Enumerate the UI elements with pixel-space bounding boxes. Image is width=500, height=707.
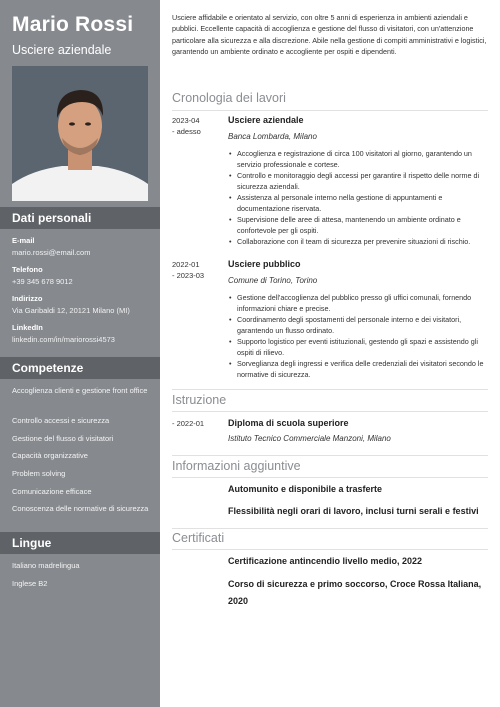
certificate-item: Certificazione antincendio livello medio, 2022 <box>228 556 423 566</box>
job-company: Banca Lombarda, Milano <box>228 132 317 141</box>
skills-heading: Competenze <box>0 357 160 379</box>
divider <box>172 110 488 111</box>
education-date: - 2022-01 <box>172 419 205 428</box>
skill-item: Problem solving <box>12 469 66 478</box>
job-date-start: 2022-01 <box>172 260 200 269</box>
job-bullets <box>228 148 490 247</box>
skill-item: Accoglienza clienti e gestione front office <box>12 386 148 395</box>
job-title: Usciere aziendale <box>228 115 304 125</box>
job-bullets <box>228 292 490 380</box>
divider <box>172 411 488 412</box>
sidebar <box>0 0 160 707</box>
job-title: Usciere pubblico <box>228 259 301 269</box>
bullet-item: • Supervisione delle aree di attesa, mantenendo un ambiente ordinato e confortevole per gli ospiti. <box>228 214 490 236</box>
languages-heading: Lingue <box>0 532 160 554</box>
candidate-title: Usciere aziendale <box>12 43 112 57</box>
language-item: Italiano madrelingua <box>12 561 80 570</box>
certificate-item: Corso di sicurezza e primo soccorso, Croce Rossa Italiana, 2020 <box>228 579 482 606</box>
bullet-item: • Assistenza al personale interno nella gestione di appuntamenti e documentazione riservata. <box>228 192 490 214</box>
additional-heading: Informazioni aggiuntive <box>172 459 301 473</box>
skill-item: Capacità organizzative <box>12 451 88 460</box>
bullet-item: • Supporto logistico per eventi istituzionali, gestendo gli spazi e assistendo gli ospiti di rilievo. <box>228 336 490 358</box>
email-label: E-mail <box>12 236 35 245</box>
profile-photo <box>12 66 148 201</box>
bullet-item: • Accoglienza e registrazione di circa 100 visitatori al giorno, garantendo un servizio professionale e cortese. <box>228 148 490 170</box>
job-date-end: - 2023-03 <box>172 271 205 280</box>
job-date-end: - adesso <box>172 127 201 136</box>
candidate-name: Mario Rossi <box>12 13 134 36</box>
divider <box>172 528 488 529</box>
phone-label: Telefono <box>12 265 43 274</box>
address-label: Indirizzo <box>12 294 43 303</box>
education-title: Diploma di scuola superiore <box>228 418 349 428</box>
education-school: Istituto Tecnico Commerciale Manzoni, Milano <box>228 434 391 443</box>
bullet-item: • Controllo e monitoraggio degli accessi per garantire il rispetto delle norme di sicurezza aziendali. <box>228 170 490 192</box>
bullet-item: • Sorveglianza degli ingressi e verifica delle credenziali dei visitatori secondo le normative di sicurezza. <box>228 358 490 380</box>
education-heading: Istruzione <box>172 393 227 407</box>
profile-summary: Usciere affidabile e orientato al servizio, con oltre 5 anni di esperienza in ambienti aziendali e pubblici. Eccellente capacità di accoglienza e gestione del flusso di visitatori, con un'attenzione particolare alla sicurezza e alla discrezione. Abile nella gestione di compiti amministrativi e logistici, garantendo un ambiente ordinato e accogliente per ospiti e dipendenti. <box>172 13 487 57</box>
address-value: Via Garibaldi 12, 20121 Milano (MI) <box>12 306 130 315</box>
phone-value[interactable]: +39 345 678 9012 <box>12 277 73 286</box>
linkedin-link[interactable]: linkedin.com/in/mariorossi4573 <box>12 335 115 344</box>
email-value[interactable]: mario.rossi@email.com <box>12 248 91 257</box>
bullet-item: • Collaborazione con il team di sicurezza per prevenire situazioni di rischio. <box>228 236 490 247</box>
certificates-heading: Certificati <box>172 531 225 545</box>
work-heading: Cronologia dei lavori <box>172 91 286 105</box>
personal-heading: Dati personali <box>0 207 160 229</box>
divider <box>172 455 488 456</box>
linkedin-label: LinkedIn <box>12 323 43 332</box>
additional-item: Flessibilità negli orari di lavoro, inclusi turni serali e festivi <box>228 506 479 516</box>
divider <box>172 477 488 478</box>
divider <box>172 549 488 550</box>
divider <box>172 389 488 390</box>
bullet-item: • Coordinamento degli spostamenti del personale interno e dei visitatori, garantendo un flusso ordinato. <box>228 314 490 336</box>
additional-item: Automunito e disponibile a trasferte <box>228 484 383 494</box>
skill-item: Conoscenza delle normative di sicurezza <box>12 504 149 513</box>
main-content <box>160 0 500 707</box>
language-item: Inglese B2 <box>12 579 48 588</box>
skill-item: Gestione del flusso di visitatori <box>12 434 114 443</box>
skill-item: Comunicazione efficace <box>12 487 92 496</box>
skill-item: Controllo accessi e sicurezza <box>12 416 110 425</box>
job-company: Comune di Torino, Torino <box>228 276 318 285</box>
job-date-start: 2023-04 <box>172 116 200 125</box>
bullet-item: • Gestione dell'accoglienza del pubblico presso gli uffici comunali, fornendo informazioni chiare e precise. <box>228 292 490 314</box>
